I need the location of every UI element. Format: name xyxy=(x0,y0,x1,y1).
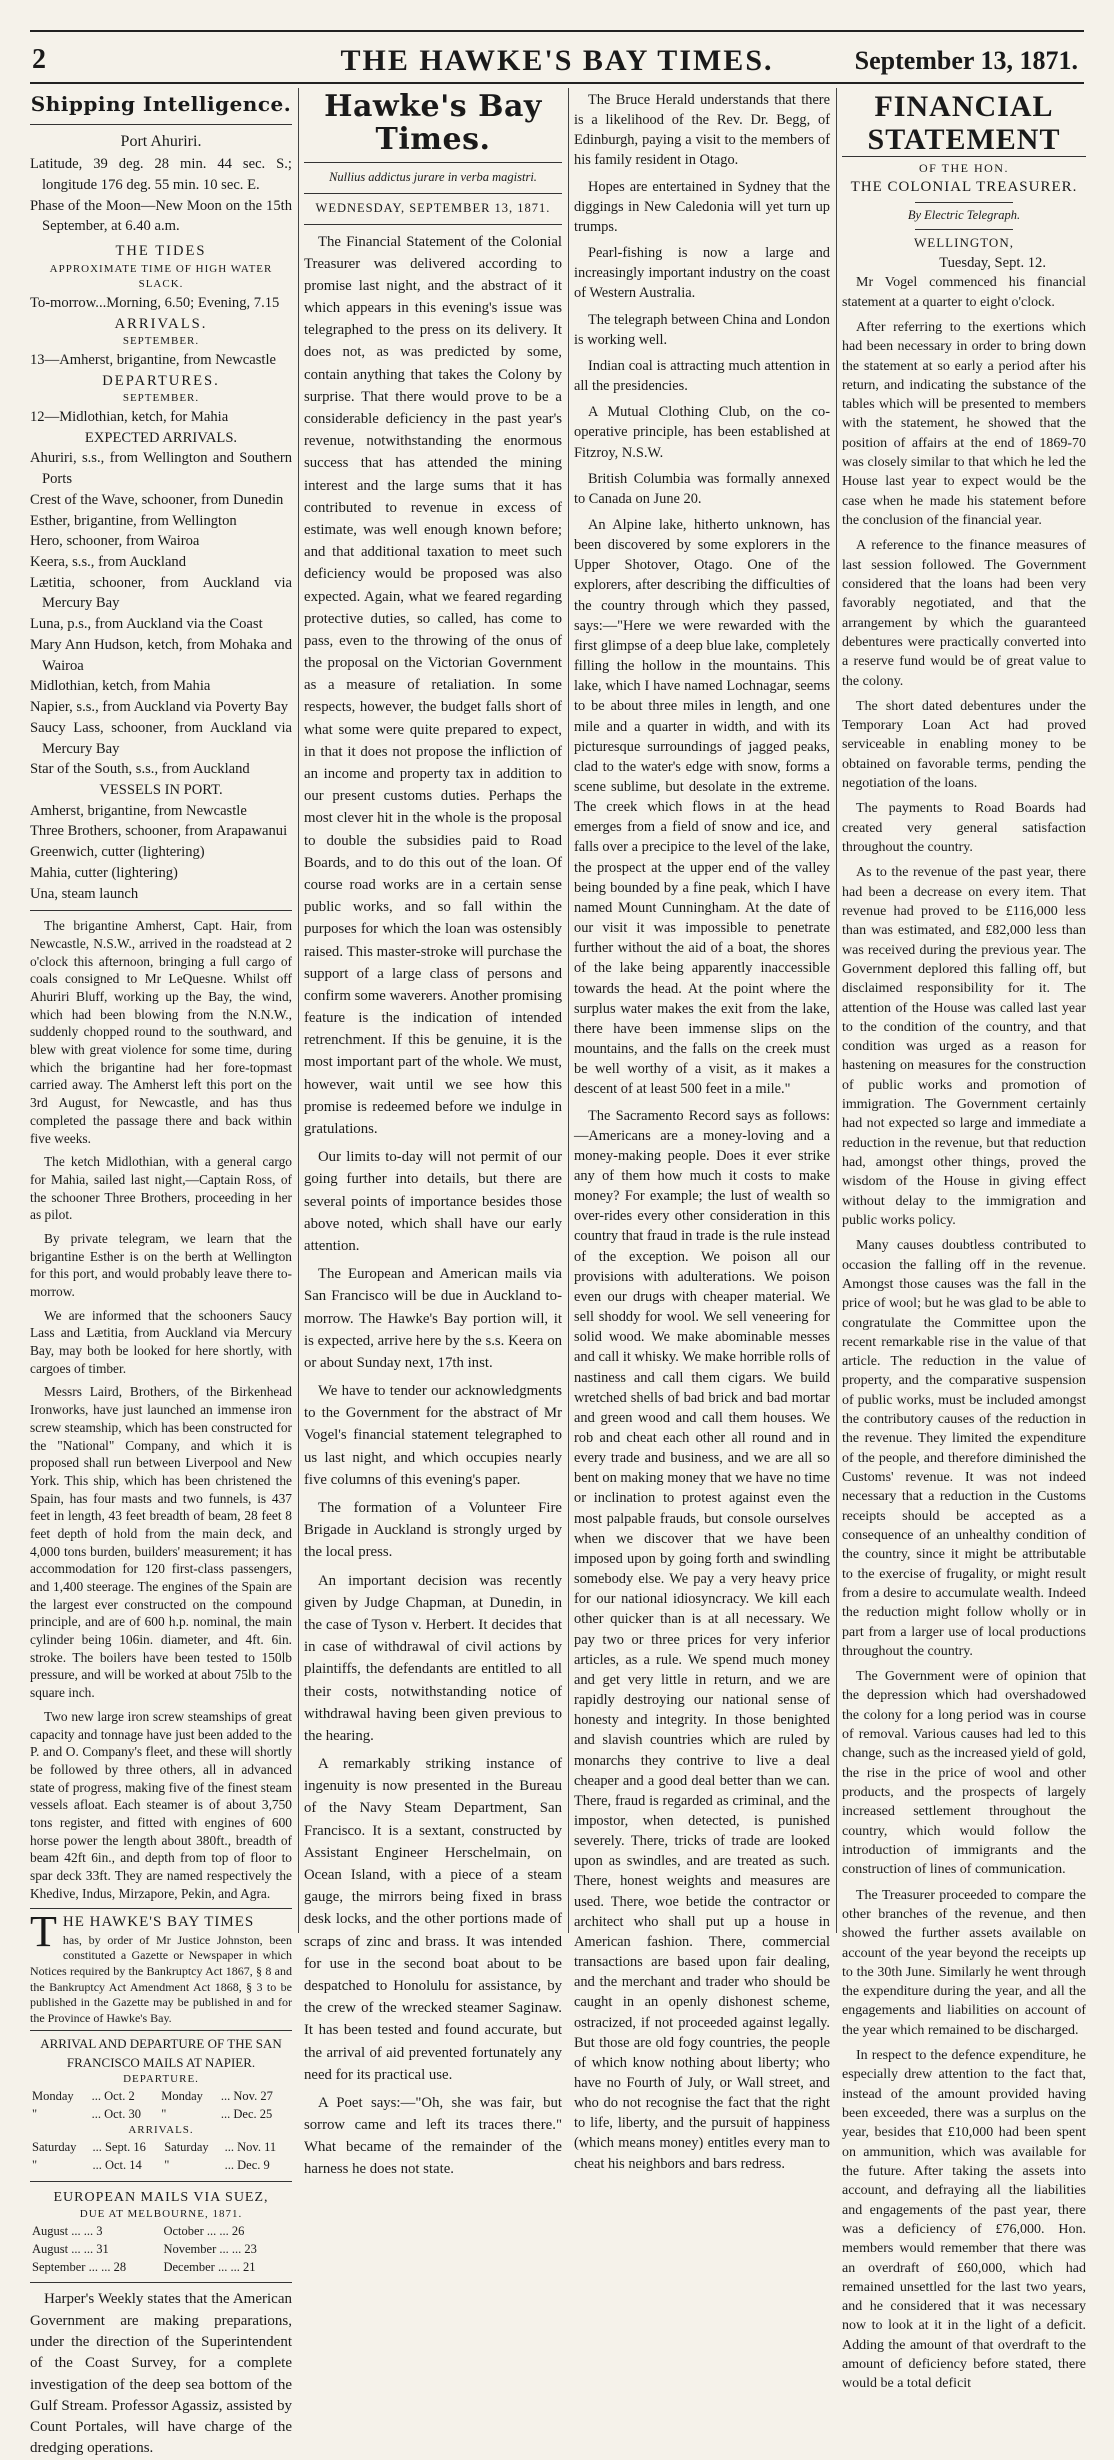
table-cell: " xyxy=(161,2106,167,2121)
fs-paragraph: The Treasurer proceeded to compare the other branches of the revenue, and then showed the further assets available on account of the year beyond the receipts up to the 30th June. Similarly he went through the expenditure during the year, and all the engagements and liabilities on account of the year which remained to be discharged. xyxy=(842,1887,1086,2038)
top-rule xyxy=(30,30,1084,32)
column-shipping xyxy=(30,90,292,2457)
tides-title: THE TIDES xyxy=(115,242,207,259)
motto: Nullius addictus jurare in verba magistri. xyxy=(329,170,537,184)
table-row xyxy=(30,2157,292,2175)
notice-initial: T xyxy=(30,1907,57,1957)
column-financial-statement xyxy=(842,90,1086,2392)
fs-byline: By Electric Telegraph. xyxy=(907,208,1021,223)
expected-item: Saucy Lass, schooner, from Auckland via Mercury Bay xyxy=(30,719,292,757)
fs-paragraph: In respect to the defence expenditure, he especially drew attention to the fact that, instead of the amount provided having been exceeded, there was a surplus on the year, besides that £10,000 had been spent on ammunition, which was available for the future. After taking the assets into account, and defraying all the liabilities and engagements of the past year, there was a deficiency of £76,000. Hon. members would remember that there was an overdraft of £60,000, which had remained unsettled for the last two years, and he considered that it was necessary now to look at it in the light of a deficit. Adding the amount of that overdraft to the amount of deficiency before stated, there would be a total deficit xyxy=(842,2048,1086,2392)
fs-place: WELLINGTON, xyxy=(914,235,1014,251)
shipping-paragraph: By private telegram, we learn that the brigantine Esther is on the berth at Wellington for this port, and would probably leave there to-morrow. xyxy=(30,1230,292,1300)
editorial-masthead: Hawke's Bay Times. xyxy=(324,89,542,157)
port-info xyxy=(30,154,292,237)
news-paragraph: Hopes are entertained in Sydney that the diggings in New Caledonia will yet turn up trumps. xyxy=(574,178,830,235)
shipping-paragraph: Two new large iron screw steamships of great capacity and tonnage have just been added to the P. and O. Company's fleet, and these will shortly be followed by three others, all in advanced state of progress, making five of the finest steam vessels afloat. Each steamer is of about 3,750 tons register, and fitted with engines of 600 horse power the length about 380ft., breadth of beam 42ft 6in., and depth from top of floor to spar deck 33ft. They are named respectively the Khedive, Indus, Mirzapore, Pekin, and Agra. xyxy=(30,1708,292,1901)
harpers-paragraph: Harper's Weekly states that the American Government are making preparations, under the direction of the Superintendent of the Coast Survey, for a complete investigation of the deep sea bottom of the Gulf Stream. Professor Agassiz, assisted by Count Portales, will have charge of the dredging operations. xyxy=(30,2291,292,2457)
expected-item: Ahuriri, s.s., from Wellington and Southern Ports xyxy=(30,450,292,488)
expected-item: Mary Ann Hudson, ketch, from Mohaka and Wairoa xyxy=(30,636,292,674)
table-cell: " xyxy=(32,2106,38,2121)
vessel-item: Una, steam launch xyxy=(30,885,139,902)
arrivals-list xyxy=(30,350,292,371)
mails-arrival-table xyxy=(30,2139,292,2175)
fs-paragraph: The payments to Road Boards had created very general satisfaction throughout the country. xyxy=(842,801,1086,855)
table-cell: " xyxy=(32,2157,38,2172)
column-news xyxy=(574,90,830,2172)
notice-title: HE HAWKE'S BAY TIMES xyxy=(62,1914,255,1931)
shipping-paragraph: Messrs Laird, Brothers, of the Birkenhead Ironworks, have just launched an immense iron screw steamship, which has been constructed for the "National" Company, and which it is proposed shall run between Liverpool and New York. This ship, which has been christened the Spain, has four masts and two funnels, is 437 feet in length, 43 feet breadth of beam, 28 feet 8 feet depth of hold from the main deck, and 4,000 tons burden, builders' measurement; it has accommodation for 120 first-class passengers, and 1,400 steerage. The engines of the Spain are the largest ever constructed on the compound principle, and are of 600 h.p. nominal, the main cylinder being 106in. diameter, and 4ft. 6in. stroke. The boilers have been tested to 150lb pressure, and will be worked at about 75lb to the square inch. xyxy=(30,1384,292,1701)
table-cell: Monday xyxy=(32,2088,74,2103)
expected-list xyxy=(30,448,292,780)
expected-item: Esther, brigantine, from Wellington xyxy=(30,512,237,529)
mails-departure-table xyxy=(30,2088,292,2124)
departures-month: SEPTEMBER. xyxy=(122,392,200,405)
table-row xyxy=(30,2241,292,2259)
news-paragraph: The Sacramento Record says as follows:—Americans are a money-loving and a money-making people. Does it ever strike any of them how much it costs to make money? For example; the lust of wealth so over-rides every other consideration in this country that fraud in trade is the rule instead of the exception. We poison all our provisions with adulterations. We poison even our drugs with cheaper material. We sell shoddy for wool. We sell veneering for solid wood. We make abominable messes and call it whisky. We make horrible rolls of nastiness and call them cigars. We build wretched shells of bad brick and bad mortar and green wood and call them houses. We rob and cheat each other all round and in every trade and business, and we are all so bent on making money that we have no time or inclination to protest against even the most palpable frauds, but console ourselves when we discover that we have been imposed upon by going forth and swindling somebody else. We pay a very heavy price for our national idiosyncracy. We kill each other quicker than is at all necessary. We pay two or three prices for very inferior articles, as a rule. We spend much money and get very little in return, and we are rapidly destroying our national sense of honesty and integrity. In those benighted and slavish countries which are ruled by monarchs they contrive to live a deal cheaper and a good deal better than we can. There, fraud is regarded as criminal, and the impostor, when detected, is punished severely. There, tricks of trade are looked upon as swindles, and are treated as such. There, honest weights and measures are used. There, woe betide the contractor or architect who shall put up a house in American fashion. There, commercial transactions are based upon fair dealing, and the merchant and trader who should be caught in an openly dishonest scheme, ostracized, if not proceeded against legally. But those are old fogy countries, the people of which know nothing about liberty; who have no Fourth of July, or Wall street, and who do not recognise the fact that the right to life, liberty, and the pursuit of happiness (which means money) entitles every man to cheat his neighbors and bars redress. xyxy=(574,1107,830,2172)
port-line: Latitude, 39 deg. 28 min. 44 sec. S.; longitude 176 deg. 55 min. 10 sec. E. xyxy=(30,156,292,193)
expected-item: Luna, p.s., from Auckland via the Coast xyxy=(30,616,263,633)
table-cell: ... Dec. 9 xyxy=(224,2157,270,2172)
fs-paragraph: The Government were of opinion that the depression which had overshadowed the colony for a long period was in course of removal. Various causes had led to this change, such as the increased yield of gold, the rise in the price of wool and other products, and the prospects of largely increased settlement throughout the country, which would follow the introduction of immigrants and the construction of lines of communication. xyxy=(842,1669,1086,1878)
table-row xyxy=(30,2106,292,2124)
departure-item: 12—Midlothian, ketch, for Mahia xyxy=(30,409,229,426)
mails-arr-label: ARRIVALS. xyxy=(128,2124,194,2137)
issue-date: September 13, 1871. xyxy=(854,46,1078,75)
suez-table xyxy=(30,2223,292,2276)
table-row xyxy=(30,2088,292,2106)
expected-item: Star of the South, s.s., from Auckland xyxy=(30,761,250,778)
mails-dep-label: DEPARTURE. xyxy=(123,2073,199,2086)
table-cell: September ... ... 28 xyxy=(32,2259,127,2274)
financial-statement-body xyxy=(842,273,1086,2393)
vessel-item: Three Brothers, schooner, from Arapawanui xyxy=(30,823,288,840)
mails-napier-title: ARRIVAL AND DEPARTURE OF THE SAN FRANCISCO MAILS AT NAPIER. xyxy=(40,2036,282,2070)
fs-subtitle-1: OF THE HON. xyxy=(919,161,1009,175)
shipping-heading: Shipping Intelligence. xyxy=(30,92,292,116)
fs-paragraph: Mr Vogel commenced his financial statement at a quarter to eight o'clock. xyxy=(842,275,1086,310)
arrivals-title: ARRIVALS. xyxy=(114,315,208,332)
suez-subtitle: DUE AT MELBOURNE, 1871. xyxy=(79,2208,243,2221)
shipping-paragraph: We are informed that the schooners Saucy Lass and Lætitia, from Auckland via Mercury Bay, may both be looked for here shortly, with cargoes of timber. xyxy=(30,1307,292,1376)
vessels-list xyxy=(30,801,292,905)
table-row xyxy=(30,2139,292,2157)
news-paragraph: A Mutual Clothing Club, on the co-operative principle, has been established at Fitzroy, N.S.W. xyxy=(574,404,830,461)
expected-title: EXPECTED ARRIVALS. xyxy=(84,429,238,446)
table-cell: December ... ... 21 xyxy=(163,2259,256,2274)
news-paragraph: The Bruce Herald understands that there is a likelihood of the Rev. Dr. Begg, of Edinburgh, paying a visit to the members of his family resident in Otago. xyxy=(574,92,830,169)
expected-item: Lætitia, schooner, from Auckland via Mercury Bay xyxy=(30,574,292,612)
column-divider xyxy=(298,88,299,1933)
table-row xyxy=(30,2259,292,2277)
expected-item: Midlothian, ketch, from Mahia xyxy=(30,678,211,695)
arrival-item: 13—Amherst, brigantine, from Newcastle xyxy=(30,351,276,368)
table-cell: ... Sept. 16 xyxy=(92,2140,146,2155)
financial-statement-title: FINANCIAL STATEMENT xyxy=(842,90,1086,157)
table-cell: August ... ... 3 xyxy=(32,2224,103,2239)
paper-title: THE HAWKE'S BAY TIMES. xyxy=(340,44,774,77)
fs-paragraph: As to the revenue of the past year, there had been a decrease on every item. That revenue had proved to be £116,000 less than was estimated, and £82,000 less than was received during the previous year. The Government deplored this falling off, but disclaimed responsibility for it. The attention of the House was called last year to the condition of the country, and that condition was urged as a reason for hastening on measures for the construction of public works and promotion of immigration. The Government certainly had not expected so large and immediate a reduction in the revenue, but that reduction had, amongst other things, proved the wisdom of the House in giving effect without delay to the immigration and public works policy. xyxy=(842,865,1086,1228)
vessels-title: VESSELS IN PORT. xyxy=(99,781,223,798)
news-paragraph: Pearl-fishing is now a large and increasingly important industry on the coast of Western Australia. xyxy=(574,245,830,302)
table-cell: ... Dec. 25 xyxy=(220,2106,273,2121)
editorial-paragraph: The Financial Statement of the Colonial Treasurer was delivered according to promise last night, and the abstract of it which appears in this evening's issue was telegraphed to the press on its delivery. It does not, as was predicted by some, contain anything that takes the Colony by surprise. That there would prove to be a considerable deficiency in the past year's revenue, notwithstanding the enormous success that has attended the mining interest and the large sums that it has contributed to revenue in excess of estimate, was well enough known before; and that additional taxation to meet such deficiency would be proposed was also expected. Again, what we feared regarding protective duties, so called, has come to pass, even to the throwing of the onus of the proposal on the Victorian Government as a measure of retaliation. In some respects, however, the budget falls short of what some were quite prepared to expect, in that it does not propose the infliction of an income and property tax in addition to our present customs duties. Perhaps the most clever hit in the whole is the proposal to double the subsidies paid to Road Boards, and to do this out of the loan. Of course road works are in a certain sense public works, and so fall within the purposes for which the loan was ostensibly raised. This master-stroke will purchase the support of a large class of persons and confirm some waverers. Another promising feature is the indication of intended retrenchment. If this be genuine, it is the most important part of the whole. We must, however, wait until we see how this promise is redeemed before we indulge in gratulations. xyxy=(304,233,562,1137)
editorial-paragraph: The European and American mails via San Francisco will be due in Auckland to-morrow. The Hawke's Bay portion will, it is expected, arrive here by the s.s. Keera on or about Sunday next, 17th inst. xyxy=(304,1266,562,1371)
column-editorial xyxy=(304,89,562,2178)
column-divider xyxy=(836,88,837,1933)
table-cell: November ... ... 23 xyxy=(163,2241,257,2256)
editorial-paragraph: A Poet says:—"Oh, she was fair, but sorrow came and left its traces there." What became of the remainder of the harness he does not state. xyxy=(304,2094,562,2178)
vessel-item: Greenwich, cutter (lightering) xyxy=(30,844,205,861)
notice-text: has, by order of Mr Justice Johnston, been constituted a Gazette or Newspaper in which Notices required by the Bankruptcy Act 1867, § 8 and the Bankruptcy Act Amendment Act 1868, § 3 to be published in the Gazette may be published in and for the Province of Hawke's Bay. xyxy=(30,1932,292,2025)
table-cell: " xyxy=(164,2157,170,2172)
editorial-paragraph: We have to tender our acknowledgments to the Government for the abstract of Mr Vogel's financial statement telegraphed to us last night, and which occupies nearly five columns of this evening's paper. xyxy=(304,1383,562,1488)
table-cell: October ... ... 26 xyxy=(163,2224,245,2239)
departures-list xyxy=(30,407,292,428)
expected-item: Napier, s.s., from Auckland via Poverty Bay xyxy=(30,699,288,716)
vessel-item: Mahia, cutter (lightering) xyxy=(30,864,178,881)
header-rule xyxy=(30,82,1084,84)
fs-paragraph: The short dated debentures under the Temporary Loan Act had proved serviceable in enabling money to be obtained on favorable terms, pending the negotiation of the loans. xyxy=(842,698,1086,792)
news-articles xyxy=(574,90,830,2174)
shipping-paragraph: The ketch Midlothian, with a general cargo for Mahia, sailed last night,—Captain Ross, of the schooner Three Brothers, proceeding in her as pilot. xyxy=(30,1154,292,1223)
table-cell: August ... ... 31 xyxy=(32,2241,109,2256)
news-paragraph: The telegraph between China and London is working well. xyxy=(574,311,830,348)
fs-paragraph: A reference to the finance measures of last session followed. The Government considered that the loans had been very favorably negotiated, and that the arrangement by which the guaranteed debentures were practically converted into a reserve fund would be of great value to the colony. xyxy=(842,538,1086,689)
editorial-articles xyxy=(304,231,562,2181)
gazette-notice xyxy=(30,1908,292,2031)
page-number: 2 xyxy=(32,44,46,75)
news-paragraph: An Alpine lake, hitherto unknown, has been discovered by some explorers in the Upper Shotover, Otago. One of the explorers, after describing the difficulties of the country through which they passed, says:—"Here we were rewarded with the first glimpse of a deep blue lake, completely filling the hollow in the mountains. This lake, which I have named Lochnagar, seems to be about three miles in length, and one mile and a quarter in width, and with its picturesque surroundings of jagged peaks, clad to the water's edge with snow, forms a scene sublime, but desolate in the extreme. The creek which flows in at the head emerges from a field of snow and ice, and falls over a precipice to the level of the lake, the prospect at the upper end of the valley being bounded by a fine peak, which I have named Mount Cunningham. At the date of our visit it was impossible to penetrate further without the aid of a boat, the shores of the lake being apparently inaccessible towards the head. At the point where the surplus water makes the exit from the lake, there have been immense slips on the mountains, and the falls on the creek must be well worthy of a visit, as it makes a descent of at least 500 feet in a mile." xyxy=(574,516,830,1098)
table-cell: Saturday xyxy=(32,2140,77,2155)
editorial-paragraph: An important decision was recently given by Judge Chapman, at Dunedin, in the case of Tyson v. Herbert. It decides that in case of withdrawal of civil actions by plaintiffs, the defendants are entitled to all their costs, notwithstanding notice of withdrawal having been given previous to the hearing. xyxy=(304,1572,562,1744)
table-cell: ... Oct. 2 xyxy=(91,2088,135,2103)
table-cell: ... Oct. 30 xyxy=(91,2106,141,2121)
editorial-paragraph: A remarkably striking instance of ingenuity is now presented in the Bureau of the Navy Steam Department, San Francisco. It is a sextant, constructed by Assistant Engineer Herschelmain, on Ocean Island, with a piece of a steam gauge, the mirrors being fixed in brass desk locks, and the other portions made of scraps of zinc and brass. It was intended for use in the second boat about to be despatched to Honolulu for assistance, by the crew of the wrecked steamer Saginaw. It has been tested and found accurate, but the arrival of aid prevented fortunately any need for its practical use. xyxy=(304,1756,562,2083)
fs-paragraph: Many causes doubtless contributed to occasion the falling off in the revenue. Amongst those causes was the fall in the price of wool; but he was glad to be able to congratulate the Committee upon the recent remarkable rise in the value of that article. The reduction in the value of property, and the comparative suspension of public works, must be included amongst the contributory causes of the reduction in the revenue. They limited the expenditure of the people, and therefore diminished the Customs' revenue. It was not indeed necessary that a reduction in the Customs receipts should be accepted as a consequence of an unhealthy condition of the country, since it might be attributable to the exercise of frugality, or might result from a desire to accumulate wealth. Indeed the reduction might follow wholly or in part from a larger use of local productions throughout the country. xyxy=(842,1238,1086,1659)
editorial-dateline: WEDNESDAY, SEPTEMBER 13, 1871. xyxy=(315,200,551,215)
port-line: Phase of the Moon—New Moon on the 15th September, at 6.40 a.m. xyxy=(30,197,292,235)
fs-paragraph: After referring to the exertions which had been necessary in order to bring down the statement at so early a period after his return, and indicating the substance of the tables which will be presented to members with the statement, he showed that the position of affairs at the end of 1869-70 was closely similar to that which he led the House last year to expect would be the case when he made his statement before the conclusion of the financial year. xyxy=(842,319,1086,528)
news-paragraph: British Columbia was formally annexed to Canada on June 20. xyxy=(574,470,830,507)
table-cell: ... Oct. 14 xyxy=(92,2157,142,2172)
expected-item: Crest of the Wave, schooner, from Dunedin xyxy=(30,491,284,508)
arrivals-month: SEPTEMBER. xyxy=(122,335,200,348)
table-cell: Monday xyxy=(161,2088,203,2103)
suez-title: EUROPEAN MAILS VIA SUEZ, xyxy=(53,2189,269,2205)
vessel-item: Amherst, brigantine, from Newcastle xyxy=(30,802,247,819)
shipping-articles xyxy=(30,917,292,1902)
expected-item: Hero, schooner, from Wairoa xyxy=(30,533,200,550)
shipping-paragraph: The brigantine Amherst, Capt. Hair, from Newcastle, N.S.W., arrived in the roadstead at 2 o'clock this afternoon, bringing a full cargo of coals consigned to Mr LeQuesne. Whilst off Ahuriri Bluff, working up the Bay, the wind, which had been blowing from the N.N.W., suddenly chopped round to the southward, and blew with great violence for some time, during which the brigantine had her fore-topmast carried away. The Amherst left this port on the 3rd August, for Newcastle, and has thus completed the passage there and back within five weeks. xyxy=(30,918,292,1146)
expected-item: Keera, s.s., from Auckland xyxy=(30,554,187,571)
fs-date: Tuesday, Sept. 12. xyxy=(939,254,1046,271)
column-divider xyxy=(568,88,569,1933)
departures-title: DEPARTURES. xyxy=(102,372,220,389)
news-paragraph: Indian coal is attracting much attention in all the presidencies. xyxy=(574,357,830,395)
port-name: Port Ahuriri. xyxy=(120,133,202,151)
editorial-paragraph: Our limits to-day will not permit of our going further into details, but there are several points of importance besides those above noted, which shall have our early attention. xyxy=(304,1149,562,1254)
editorial-paragraph: The formation of a Volunteer Fire Brigade in Auckland is strongly urged by the local press. xyxy=(304,1500,562,1561)
table-row xyxy=(30,2223,292,2241)
table-cell: Saturday xyxy=(164,2140,209,2155)
fs-subtitle-2: THE COLONIAL TREASURER. xyxy=(850,179,1078,196)
tides-line: To-morrow...Morning, 6.50; Evening, 7.15 xyxy=(30,294,280,311)
table-cell: ... Nov. 11 xyxy=(224,2140,277,2155)
table-cell: ... Nov. 27 xyxy=(220,2088,273,2103)
tides-subtitle: APPROXIMATE TIME OF HIGH WATER SLACK. xyxy=(49,262,273,291)
